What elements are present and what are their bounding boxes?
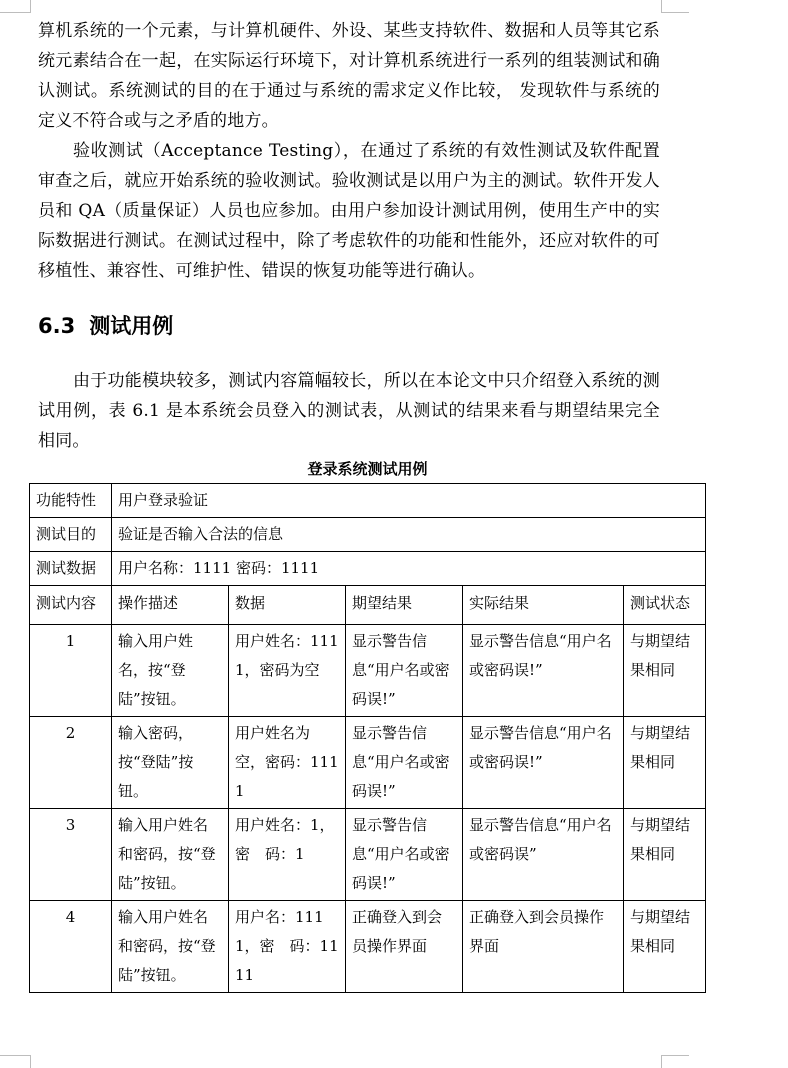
purpose-label: 测试目的: [30, 518, 112, 552]
section-title: 测试用例: [89, 314, 174, 338]
status-cell: 与期望结果相同: [624, 625, 706, 717]
table-row: [30, 809, 706, 901]
status-cell: 与期望结果相同: [624, 901, 706, 993]
expected-cell: 显示警告信息“用户名或密码误!”: [346, 809, 463, 901]
operation-cell: 输入用户姓名和密码，按“登陆”按钮。: [112, 809, 229, 901]
data-cell: 用户名：1111，密 码：1111: [229, 901, 346, 993]
data-row: [30, 552, 706, 586]
section-number: 6.3: [38, 314, 76, 338]
paragraph-acceptance-test: 验收测试（Acceptance Testing），在通过了系统的有效性测试及软件配置审查之后，就应开始系统的验收测试。验收测试是以用户为主的测试。软件开发人员和 QA（质量保证）人员也应参加。由用户参加设计测试用例，使用生产中的实际数据进行测试。在测试过程中，除了考虑软件的功能和性能外，还应对软件的可移植性、兼容性、可维护性、错误的恢复功能等进行确认。: [38, 141, 660, 281]
data-cell: 用户姓名：1，密 码：1: [229, 809, 346, 901]
crop-mark-bottom-left: [30, 1055, 31, 1068]
column-header-row: [30, 586, 706, 625]
column-header: 实际结果: [463, 586, 624, 625]
table-row: [30, 625, 706, 717]
table-row: [30, 717, 706, 809]
table-caption: 登录系统测试用例: [307, 460, 428, 478]
data-value: 用户名称：1111 密码：1111: [112, 552, 706, 586]
test-id: 4: [30, 901, 112, 993]
test-id: 2: [30, 717, 112, 809]
status-cell: 与期望结果相同: [624, 809, 706, 901]
function-label: 功能特性: [30, 484, 112, 518]
section-heading: [38, 306, 173, 346]
operation-cell: 输入用户姓名，按“登陆”按钮。: [112, 625, 229, 717]
column-header: 操作描述: [112, 586, 229, 625]
expected-cell: 显示警告信息“用户名或密码误!”: [346, 625, 463, 717]
status-cell: 与期望结果相同: [624, 717, 706, 809]
test-id: 1: [30, 625, 112, 717]
table-row: [30, 901, 706, 993]
operation-cell: 输入用户姓名和密码，按“登陆”按钮。: [112, 901, 229, 993]
purpose-value: 验证是否输入合法的信息: [112, 518, 706, 552]
paragraph-test-intro: 由于功能模块较多，测试内容篇幅较长，所以在本论文中只介绍登入系统的测试用例，表 6.1 是本系统会员登入的测试表，从测试的结果来看与期望结果完全相同。: [38, 371, 660, 451]
column-header: 测试内容: [30, 586, 112, 625]
data-cell: 用户姓名为空，密码：1111: [229, 717, 346, 809]
crop-mark-bottom-right: [661, 1055, 662, 1068]
actual-cell: 显示警告信息“用户名或密码误!”: [463, 625, 624, 717]
test-id: 3: [30, 809, 112, 901]
actual-cell: 正确登入到会员操作界面: [463, 901, 624, 993]
test-case-table: [29, 483, 706, 993]
actual-cell: 显示警告信息“用户名或密码误!”: [463, 717, 624, 809]
expected-cell: 正确登入到会员操作界面: [346, 901, 463, 993]
crop-mark-bottom-left: [0, 1055, 30, 1056]
function-value: 用户登录验证: [112, 484, 706, 518]
crop-mark-top-right: [661, 12, 689, 13]
operation-cell: 输入密码，按“登陆”按钮。: [112, 717, 229, 809]
crop-mark-top-left: [0, 12, 30, 13]
column-header: 数据: [229, 586, 346, 625]
expected-cell: 显示警告信息“用户名或密码误!”: [346, 717, 463, 809]
paragraph-system-test: 算机系统的一个元素，与计算机硬件、外设、某些支持软件、数据和人员等其它系统元素结合在一起，在实际运行环境下，对计算机系统进行一系列的组装测试和确认测试。系统测试的目的在于通过与系统的需求定义作比较， 发现软件与系统的定义不符合或与之矛盾的地方。: [38, 21, 660, 131]
actual-cell: 显示警告信息“用户名或密码误”: [463, 809, 624, 901]
column-header: 期望结果: [346, 586, 463, 625]
function-row: [30, 484, 706, 518]
column-header: 测试状态: [624, 586, 706, 625]
purpose-row: [30, 518, 706, 552]
crop-mark-top-left: [30, 0, 31, 13]
crop-mark-bottom-right: [661, 1055, 689, 1056]
data-cell: 用户姓名：1111，密码为空: [229, 625, 346, 717]
data-label: 测试数据: [30, 552, 112, 586]
